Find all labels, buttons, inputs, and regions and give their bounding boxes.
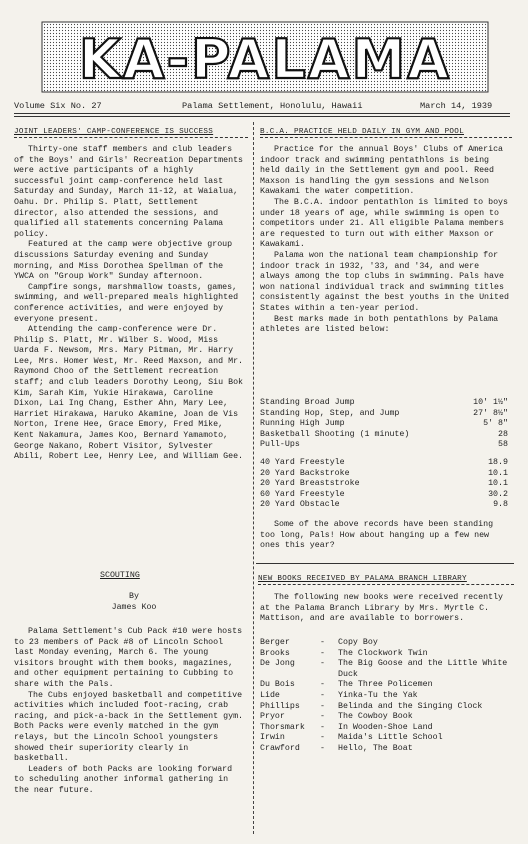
- book-row: [260, 649, 512, 660]
- record-event: 20 Yard Breaststroke: [260, 479, 360, 489]
- record-mark: 10.1: [488, 479, 508, 489]
- column-divider: [253, 122, 254, 834]
- library-box-rule: [256, 563, 514, 564]
- record-mark: 9.8: [493, 500, 508, 510]
- article3-paragraph: The Cubs enjoyed basketball and competitive activities which included foot-racing, crab racing, and pick-a-back in the Settlement gym. Both Packs were evenly matched in the gym relays, but the Lincoln School youngsters showed their superiority clearly in basketball.: [14, 690, 244, 764]
- book-author: Crawford: [260, 743, 300, 753]
- article3-body: [14, 627, 246, 797]
- record-row: [260, 458, 508, 469]
- issue-place: Palama Settlement, Honolulu, Hawaii: [182, 101, 363, 111]
- book-row: [260, 723, 512, 734]
- book-row: [260, 638, 512, 649]
- book-row: [260, 744, 512, 755]
- record-row: [260, 398, 508, 409]
- book-title: Copy Boy: [338, 638, 378, 647]
- book-title: Hello, The Boat: [338, 743, 413, 753]
- record-row: [260, 490, 508, 501]
- book-dash: -: [320, 690, 325, 700]
- book-title: The Big Goose and the Little White Duck: [338, 659, 508, 679]
- book-row: [260, 702, 512, 713]
- article1-paragraph: Campfire songs, marshmallow toasts, games, swimming, and well-prepared meals highlighted conference activities, and were enjoyed by everyone present.: [14, 282, 239, 324]
- book-author: Berger: [260, 638, 290, 647]
- book-title: The Cowboy Book: [338, 712, 413, 722]
- book-dash: -: [320, 648, 325, 658]
- book-title: Yinka-Tu the Yak: [338, 690, 418, 700]
- issue-volume: Volume Six No. 27: [14, 101, 102, 111]
- article1-body: [14, 145, 246, 463]
- article3-headline: SCOUTING: [100, 571, 140, 580]
- book-dash: -: [320, 638, 325, 647]
- record-row: [260, 479, 508, 490]
- book-title: The Three Policemen: [338, 680, 433, 690]
- book-dash: -: [320, 722, 325, 732]
- record-mark: 18.9: [488, 458, 508, 467]
- book-author: Du Bois: [260, 680, 295, 690]
- book-list: [260, 638, 512, 755]
- record-event: Running High Jump: [260, 419, 345, 429]
- article1-paragraph: Attending the camp-conference were Dr. Philip S. Platt, Mr. Wilber S. Wood, Miss Uarda F. Newsom, Mrs. Mary Pitman, Mr. Harry Lee, Mrs. Homer West, Mr. Reed Maxson, and Mr. Raymond Choo of the Settlement recreation staff; and club leaders Dorothy Leong, Siu Bok Kim, Sarah Kim, Yukie Hirakawa, Caroline Dixon, Lai Ing Chang, Esther Ahn, Mary Lee, Harriet Hirakawa, Haruko Akamine, Joan de Vis Norton, Irene Hee, Grace Emory, Fred Mike, Kent Nakamura, James Koo, Bernard Yamamoto, George Nakano, Robert Visitor, Sylvester Abili, Robert Lee, Henry Lee, and William Gee.: [14, 325, 244, 462]
- article2-body: [260, 145, 512, 336]
- masthead-logo: [40, 20, 490, 94]
- record-row: [260, 500, 508, 511]
- record-event: Standing Broad Jump: [260, 398, 355, 407]
- book-title: Maida's Little School: [338, 733, 443, 743]
- article4-intro: The following new books were received recently at the Palama Branch Library by Mrs. Myrtle C. Mattison, and are available to borrowers.: [260, 593, 504, 624]
- record-mark: 5' 8": [483, 419, 508, 429]
- record-event: Standing Hop, Step, and Jump: [260, 408, 400, 418]
- book-author: Brooks: [260, 648, 290, 658]
- header-rule: [14, 113, 510, 114]
- article2-paragraph: Best marks made in both pentathlons by Palama athletes are listed below:: [260, 314, 499, 335]
- record-row: [260, 469, 508, 480]
- record-event: 60 Yard Freestyle: [260, 489, 345, 499]
- masthead: [40, 20, 490, 94]
- book-row: [260, 733, 512, 744]
- book-title: The Clockwork Twin: [338, 648, 428, 658]
- book-title: Belinda and the Singing Clock: [338, 701, 483, 711]
- swim-records: [260, 458, 512, 511]
- book-dash: -: [320, 743, 325, 753]
- issue-date: March 14, 1939: [420, 101, 493, 111]
- header-rule-double: [14, 116, 510, 117]
- article3-paragraph: Leaders of both Packs are looking forward to scheduling another informal gathering in the near future.: [14, 764, 233, 795]
- book-author: Thorsmark: [260, 722, 305, 732]
- article2-closing: [260, 520, 512, 552]
- record-event: Basketball Shooting (1 minute): [260, 429, 410, 439]
- article3-author: James Koo: [111, 603, 157, 612]
- record-event: 40 Yard Freestyle: [260, 458, 345, 467]
- book-author: Irwin: [260, 733, 285, 743]
- article1-headline: JOINT LEADERS' CAMP-CONFERENCE IS SUCCESS: [14, 128, 248, 138]
- record-row: [260, 430, 508, 441]
- record-mark: 10.1: [488, 468, 508, 478]
- record-row: [260, 440, 508, 451]
- record-mark: 28: [498, 429, 508, 439]
- book-list-table: [260, 638, 512, 755]
- record-mark: 27' 8½": [473, 408, 508, 418]
- record-row: [260, 409, 508, 420]
- record-mark: 10' 1½": [473, 398, 508, 407]
- book-row: [260, 691, 512, 702]
- article4-body: [260, 593, 512, 625]
- book-dash: -: [320, 659, 325, 669]
- book-row: [260, 712, 512, 723]
- article3-by: By: [129, 592, 139, 601]
- book-author: Lide: [260, 690, 280, 700]
- record-event: 20 Yard Backstroke: [260, 468, 350, 478]
- book-title: In Wooden-Shoe Land: [338, 722, 433, 732]
- book-dash: -: [320, 733, 325, 743]
- record-event: 20 Yard Obstacle: [260, 500, 340, 510]
- track-records-table: [260, 398, 508, 451]
- article1-paragraph: Featured at the camp were objective group discussions Saturday evening and Sunday morning, and Miss Dorothea Spellman of the YWCA on "Group Work" Sunday afternoon.: [14, 240, 233, 282]
- article2-paragraph: The B.C.A. indoor pentathlon is limited to boys under 18 years of age, while swimming is open to competitors under 21. All eligible Palama members are requested to turn out with either Maxson or Kawakami.: [260, 197, 509, 250]
- article1-paragraph: Thirty-one staff members and club leaders of the Boys' and Girls' Recreation Departments were active participants of a highly successful joint camp-conference held last Saturday and Sunday, March 11-12, at Waialua, Oahu. Dr. Philip S. Platt, Settlement director, also attended the sessions, and qualified all statements concerning Palama policy.: [14, 145, 244, 239]
- book-author: De Jong: [260, 659, 295, 669]
- swim-records-table: [260, 458, 508, 511]
- article3-paragraph: Palama Settlement's Cub Pack #10 were hosts to 23 members of Pack #8 of Lincoln School last Monday evening, March 6. The young visitors brought with them books, magazines, and other equipment pertaining to Cubbing to share with the Pals.: [14, 627, 243, 689]
- masthead-title: KA-PALAMA: [78, 28, 452, 91]
- article2-closing-text: Some of the above records have been standing too long, Pals! How about hanging up a few new ones this year?: [260, 520, 494, 551]
- track-records: [260, 398, 512, 451]
- book-author: Pryor: [260, 712, 285, 722]
- record-mark: 30.2: [488, 489, 508, 499]
- book-row: [260, 659, 512, 680]
- book-row: [260, 680, 512, 691]
- book-dash: -: [320, 712, 325, 722]
- article2-headline: B.C.A. PRACTICE HELD DAILY IN GYM AND POOL: [260, 128, 512, 138]
- article2-paragraph: Practice for the annual Boys' Clubs of America indoor track and swimming pentathlons is being held daily in the Settlement gym and pool. Reed Maxson is handling the gym sessions and Nelson Kawakami the water competition.: [260, 145, 504, 197]
- article4-headline: NEW BOOKS RECEIVED BY PALAMA BRANCH LIBRARY: [258, 575, 514, 585]
- record-event: Pull-Ups: [260, 440, 300, 450]
- article2-paragraph: Palama won the national team championship for indoor track in 1932, '33, and '34, and were always among the top clubs in swimming. Pals have won national individual track and swimming titles consistently against the best youths in the United States within a ten-year period.: [260, 250, 509, 313]
- record-row: [260, 419, 508, 430]
- record-mark: 58: [498, 440, 508, 450]
- book-author: Phillips: [260, 701, 300, 711]
- book-dash: -: [320, 680, 325, 690]
- book-dash: -: [320, 701, 325, 711]
